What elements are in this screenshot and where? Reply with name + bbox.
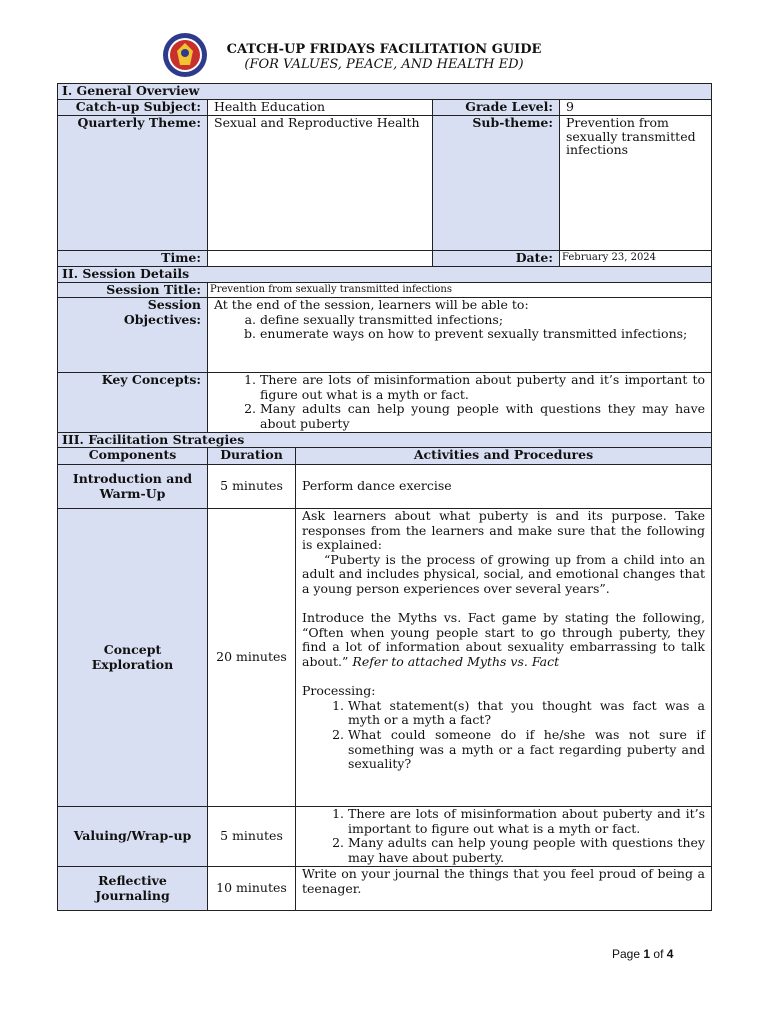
component-journaling: Reflective Journaling	[58, 867, 208, 911]
objectives-list	[214, 313, 705, 342]
document-title: CATCH-UP FRIDAYS FACILITATION GUIDE	[226, 42, 542, 57]
duration-concept: 20 minutes	[208, 509, 296, 807]
time-value	[208, 251, 433, 267]
processing-questions	[302, 699, 705, 772]
document-subtitle: (FOR VALUES, PEACE, AND HEALTH ED)	[244, 57, 524, 72]
valuing-list	[302, 807, 705, 865]
objectives-intro: At the end of the session, learners will be able to:	[214, 297, 529, 313]
subject-value: Health Education	[208, 100, 433, 116]
duration-valuing: 5 minutes	[208, 807, 296, 867]
page-total: 4	[666, 947, 674, 961]
key-concept-item: 1. There are lots of misinformation about puberty and it’s important to figure out what is a myth or fact.	[260, 373, 705, 402]
myths-vs-fact-reference: Refer to attached Myths vs. Fact	[352, 653, 560, 669]
grade-label: Grade Level:	[433, 100, 560, 116]
activity-intro: Perform dance exercise	[296, 465, 712, 509]
page-of-word: of	[653, 947, 664, 961]
date-value: February 23, 2024	[560, 251, 712, 267]
key-concept-item: 2. Many adults can help young people with questions they may have about puberty	[260, 402, 705, 431]
subtheme-value: Prevention from sexually transmitted infections	[560, 116, 712, 251]
processing-question: 1. What statement(s) that you thought was fact was a myth or a myth a fact?	[348, 699, 705, 728]
col-header-duration: Duration	[208, 448, 296, 465]
grade-value: 9	[560, 100, 712, 116]
concept-paragraph-1: Ask learners about what puberty is and its purpose. Take responses from the learners and make sure that the following is explained:	[302, 508, 705, 553]
concept-paragraph-2	[302, 611, 705, 669]
col-header-components: Components	[58, 448, 208, 465]
facilitation-guide-table	[57, 83, 712, 449]
objectives-label-line-1: Session	[147, 297, 201, 313]
processing-label: Processing:	[302, 683, 376, 699]
valuing-item: 2. Many adults can help young people with questions they may have about puberty.	[348, 836, 705, 865]
key-concepts-list	[214, 373, 705, 431]
objective-item: b. enumerate ways on how to prevent sexually transmitted infections;	[260, 327, 705, 342]
duration-intro: 5 minutes	[208, 465, 296, 509]
deped-seal-logo	[157, 31, 213, 79]
valuing-item: 1. There are lots of misinformation about puberty and it’s important to figure out what is a myth or fact.	[348, 807, 705, 836]
page-current: 1	[643, 947, 651, 961]
duration-journaling: 10 minutes	[208, 867, 296, 911]
objective-item: a. define sexually transmitted infections;	[260, 313, 705, 328]
theme-label: Quarterly Theme:	[58, 116, 208, 251]
puberty-definition-quote: “Puberty is the process of growing up from a child into an adult and includes physical, social, and emotional changes that a young person experiences over several years”.	[302, 551, 705, 596]
objectives-label	[58, 298, 208, 373]
section-session-details: II. Session Details	[58, 266, 712, 282]
key-concepts-cell	[208, 373, 712, 433]
component-valuing: Valuing/Wrap-up	[58, 807, 208, 867]
strategies-table	[57, 447, 712, 911]
session-title-label: Session Title:	[58, 282, 208, 298]
activity-concept	[296, 509, 712, 807]
key-concepts-label: Key Concepts:	[58, 373, 208, 433]
objectives-label-line-2: Objectives:	[123, 311, 201, 327]
component-intro: Introduction and Warm-Up	[58, 465, 208, 509]
processing-question: 2. What could someone do if he/she was not sure if something was a myth or a fact regarding puberty and sexuality?	[348, 728, 705, 772]
subject-label: Catch-up Subject:	[58, 100, 208, 116]
activity-journaling: Write on your journal the things that you feel proud of being a teenager.	[296, 867, 712, 911]
date-label: Date:	[433, 251, 560, 267]
objectives-cell	[208, 298, 712, 373]
page-number	[612, 947, 673, 961]
activity-valuing	[296, 807, 712, 867]
component-concept: Concept Exploration	[58, 509, 208, 807]
page-word: Page	[612, 947, 641, 961]
subtheme-label: Sub-theme:	[433, 116, 560, 251]
session-title-value: Prevention from sexually transmitted infections	[208, 282, 712, 298]
section-facilitation-strategies: III. Facilitation Strategies	[58, 433, 712, 449]
concept-paragraph-2-text: Introduce the Myths vs. Fact game by stating the following, “Often when young people start to go through puberty, they find a lot of information about sexuality embarrassing to talk about.”	[302, 610, 705, 669]
theme-value: Sexual and Reproductive Health	[208, 116, 433, 251]
time-label: Time:	[58, 251, 208, 267]
col-header-activities: Activities and Procedures	[296, 448, 712, 465]
section-general-overview: I. General Overview	[58, 84, 712, 100]
